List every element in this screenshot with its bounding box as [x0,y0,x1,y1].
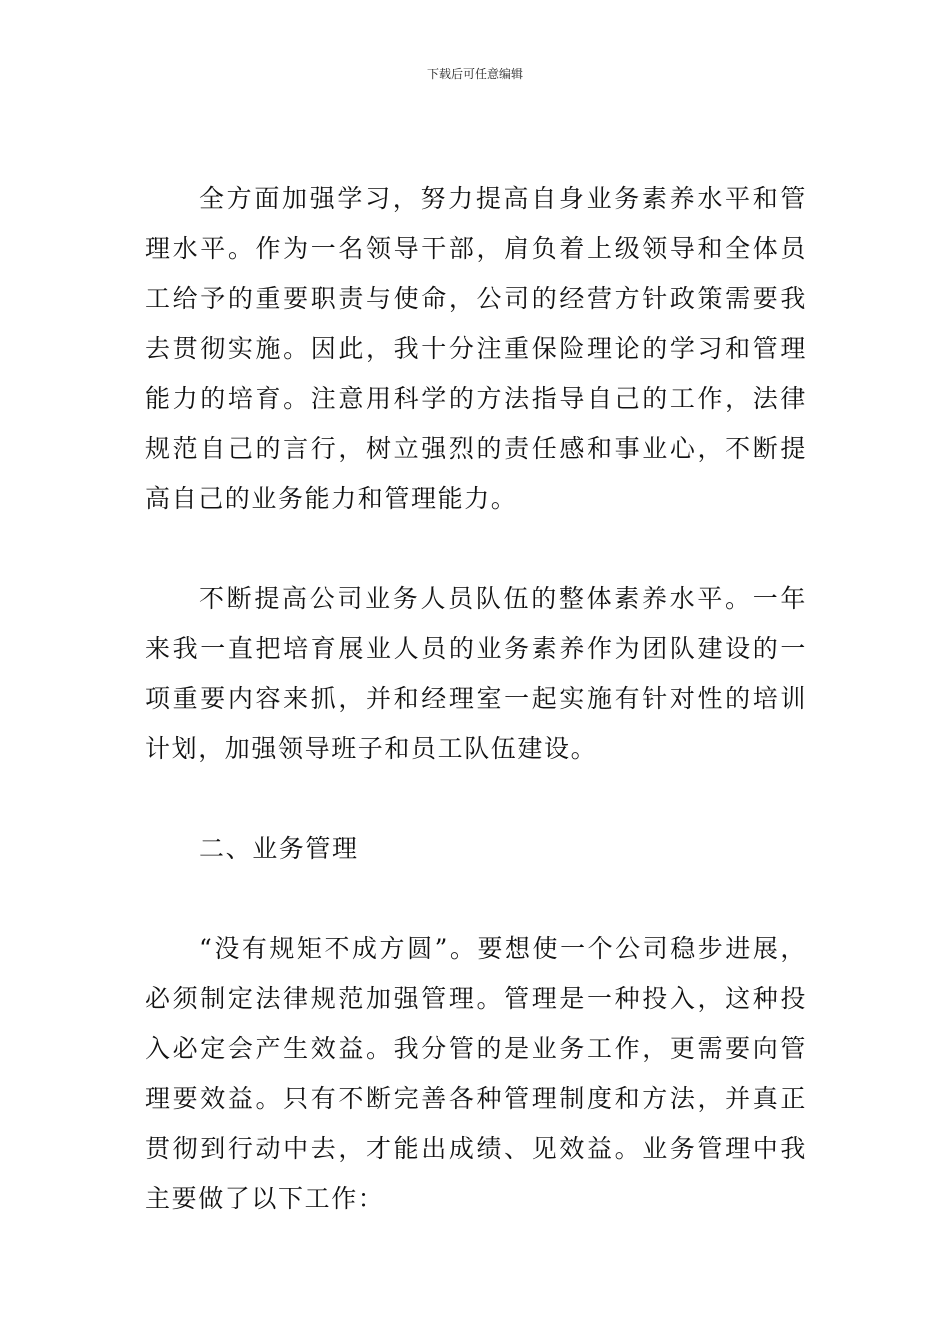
paragraph-gap [145,774,807,824]
paragraph-management: “没有规矩不成方圆”。要想使一个公司稳步进展，必须制定法律规范加强管理。管理是一种投入，这种投入必定会产生效益。我分管的是业务工作，更需要向管理要效益。只有不断完善各种管理制度和方法，并真正贯彻到行动中去，才能出成绩、见效益。业务管理中我主要做了以下工作： [145,934,807,1213]
paragraph-gap [145,524,807,574]
paragraph-study: 全方面加强学习，努力提高自身业务素养水平和管理水平。作为一名领导干部，肩负着上级领导和全体员工给予的重要职责与使命，公司的经营方针政策需要我去贯彻实施。因此，我十分注重保险理论的学习和管理能力的培育。注意用科学的方法指导自己的工作，法律规范自己的言行，树立强烈的责任感和事业心，不断提高自己的业务能力和管理能力。 [145,184,807,513]
paragraph-gap [145,874,807,924]
paragraph-team-quality: 不断提高公司业务人员队伍的整体素养水平。一年来我一直把培育展业人员的业务素养作为团队建设的一项重要内容来抓，并和经理室一起实施有针对性的培训计划，加强领导班子和员工队伍建设。 [145,584,807,763]
header-note: 下载后可任意编辑 [426,67,523,81]
document-body [145,174,807,1224]
section-heading: 二、业务管理 [199,834,359,863]
